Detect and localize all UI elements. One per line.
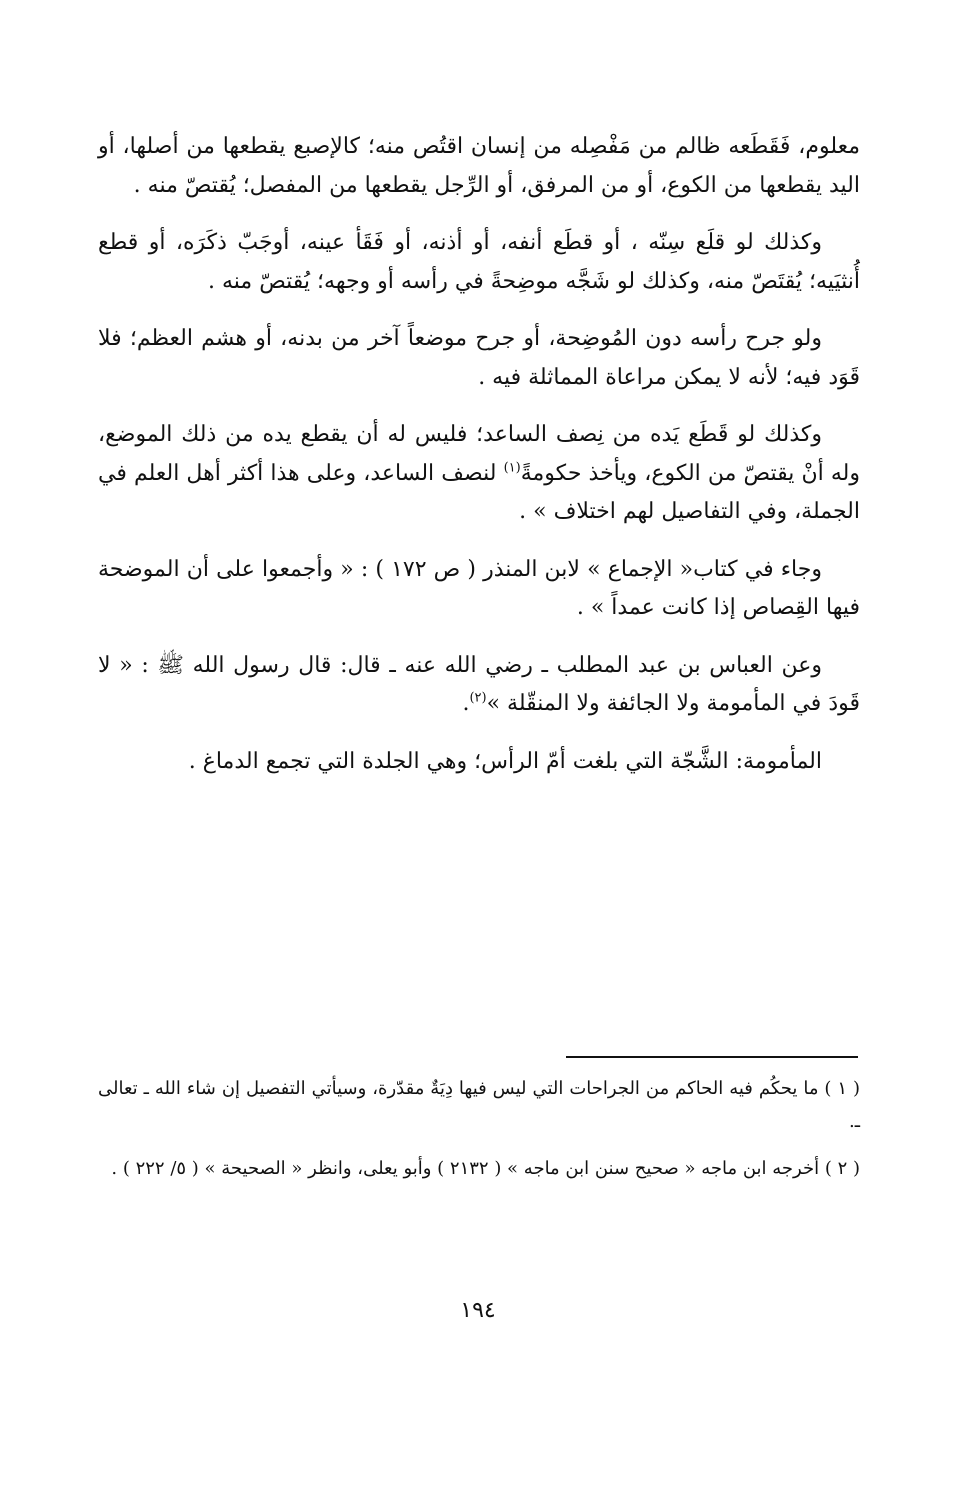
paragraph-6-after: . (462, 691, 470, 716)
footnotes (98, 1072, 860, 1199)
footnote-divider (566, 1056, 858, 1058)
paragraph-3: ولو جرح رأسه دون المُوضِحة، أو جرح موضعاً آخر من بدنه، أو هشم العظم؛ فلا قَوَد فيه؛ لأنه لا يمكن مراعاة المماثلة فيه . (98, 326, 860, 390)
paragraph-1: معلوم، فَقَطَعه ظالم من مَفْصِله من إنسان اقتُص منه؛ كالإصبع يقطعها من أصلها، أو اليد يقطعها من الكوع، أو من المرفق، أو الرِّجل يقطعها من المفصل؛ يُقتصّ منه . (98, 134, 860, 198)
footnote-1: ( ١ ) ما يحكُم فيه الحاكم من الجراحات التي ليس فيها دِيَةٌ مقدّرة، وسيأتي التفصيل إن شاء الله ـ تعالى ـ. (98, 1078, 860, 1132)
page-number: ١٩٤ (460, 1298, 496, 1323)
paragraph-2: وكذلك لو قلَع سِنّه ، أو قطَع أنفه، أو أذنه، أو فَقَأ عينه، أوجَبّ ذكَرَه، أو قطع أُنثيَيه؛ يُقتَصّ منه، وكذلك لو شَجَّه موضِحةً في رأسه أو وجهه؛ يُقتصّ منه . (98, 230, 860, 294)
paragraph-6 (98, 647, 860, 724)
paragraph-4 (98, 416, 860, 532)
paragraph-7: المأمومة: الشَّجّة التي بلغت أمّ الرأس؛ وهي الجلدة التي تجمع الدماغ . (188, 748, 822, 774)
footnote-2: ( ٢ ) أخرجه ابن ماجه « صحيح سنن ابن ماجه » ( ٢١٣٢ ) وأبو يعلى، وانظر « الصحيحة » ( ٥/ ٢٢٢ ) . (111, 1158, 860, 1179)
paragraph-5: وجاء في كتاب« الإجماع » لابن المنذر ( ص ١٧٢ ) : « وأجمعوا على أن الموضحة فيها القِصاص إذا كانت عمداً » . (98, 556, 860, 620)
paragraph-6-before: وعن العباس بن عبد المطلب ـ رضي الله عنه ـ قال: قال رسول الله ﷺ : « لا قَودَ في المأمومة ولا الجائفة ولا المنقّلة » (98, 652, 860, 716)
paragraph-4-after: لنصف الساعد، وعلى هذا أكثر أهل العلم في الجملة، وفي التفاصيل لهم اختلاف » . (98, 460, 860, 524)
paragraph-4-before: وكذلك لو قَطَع يَده من نِصف الساعد؛ فليس له أن يقطع يده من ذلك الموضع، وله أنْ يقتصّ من الكوع، ويأخذ حكومةً (98, 422, 860, 486)
footnote-ref-2: (٢) (469, 690, 487, 706)
footnote-ref-1: (١) (503, 460, 521, 476)
main-text (98, 128, 860, 800)
